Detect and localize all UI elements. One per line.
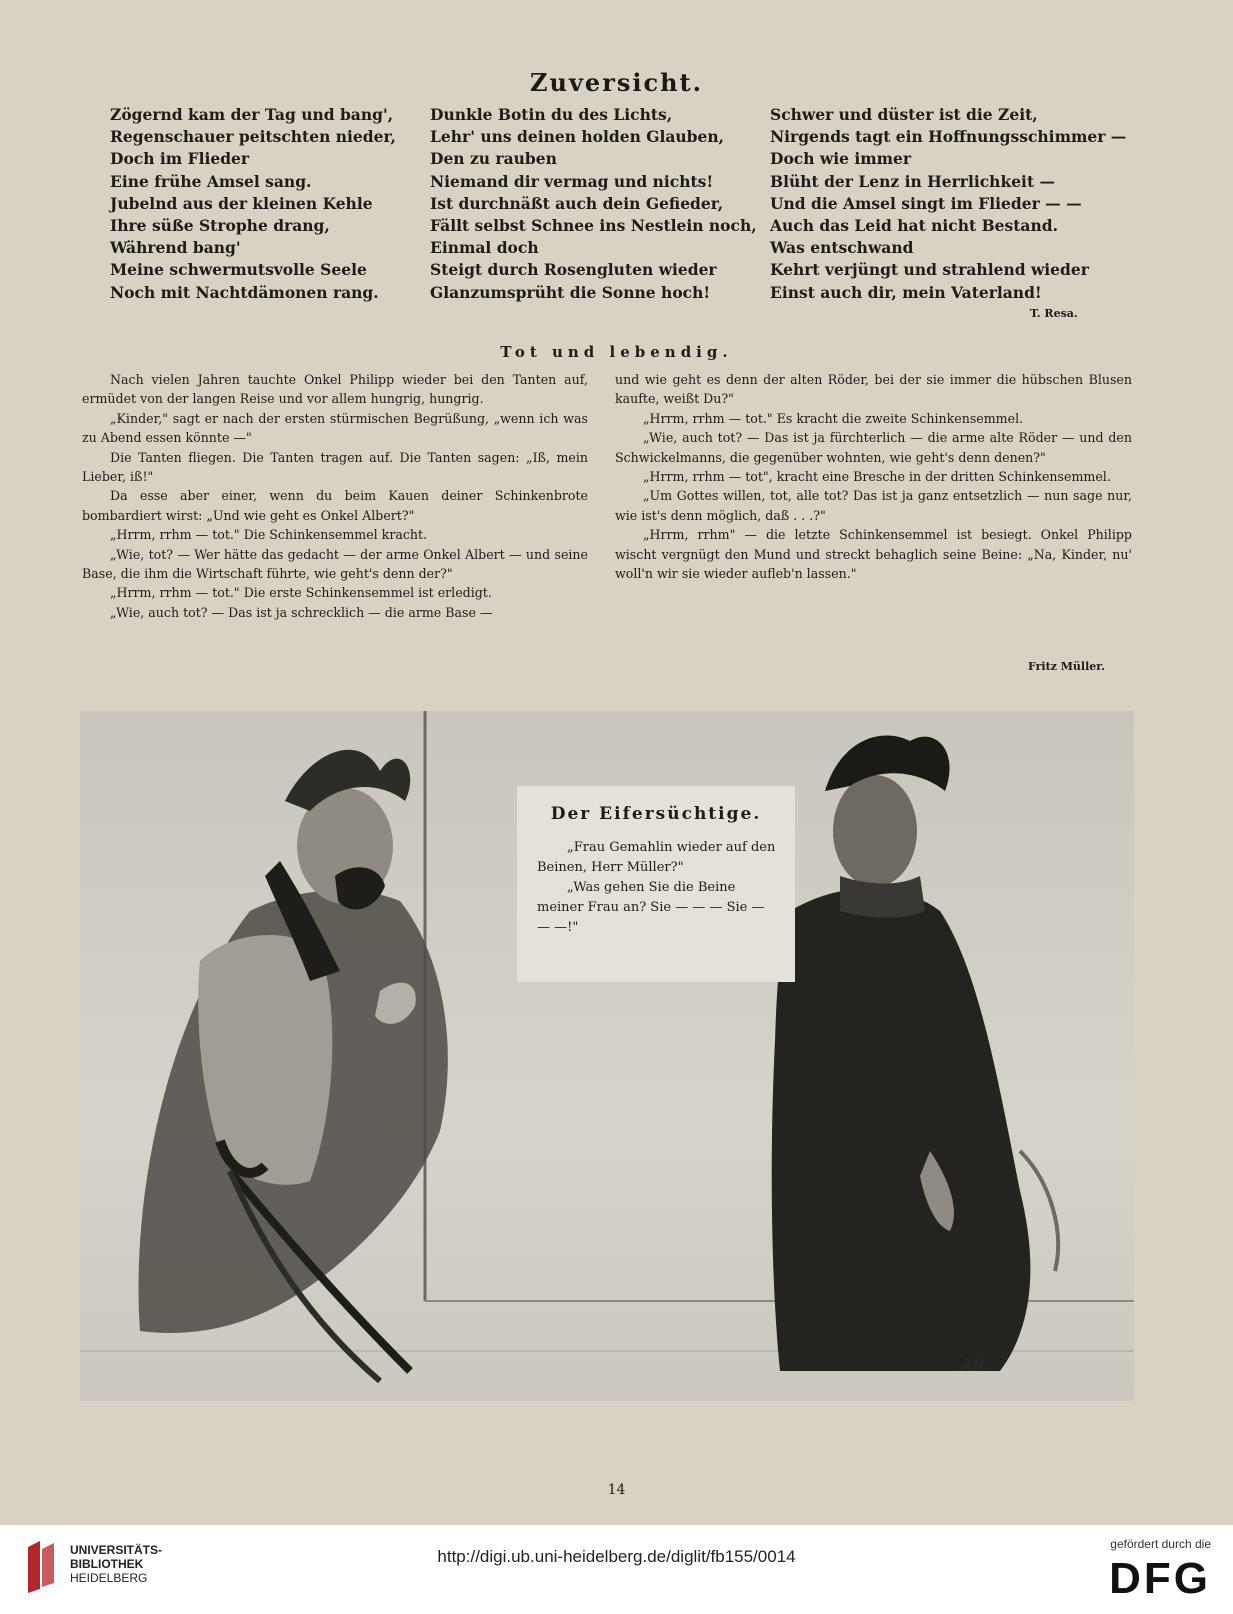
poem-line: Nirgends tagt ein Hoffnungsschimmer — (770, 127, 1127, 147)
poem-line: Einmal doch (430, 238, 539, 258)
artist-signature: Alt (960, 1355, 986, 1376)
poem-line: Was entschwand (770, 238, 914, 258)
story-paragraph: „Hrrm, rrhm" — die letzte Schinkensemmel ist besiegt. Onkel Philipp wischt vergnügt den Mund und streckt behaglich seine Beine: „Na, Kinder, nu' woll'n wir sie wieder aufleb'n lassen." (615, 527, 1132, 582)
poem-line: Auch das Leid hat nicht Bestand. (770, 216, 1058, 236)
story-paragraph: Die Tanten fliegen. Die Tanten tragen auf. Die Tanten sagen: „Iß, mein Lieber, iß!" (82, 449, 588, 485)
story-paragraph: und wie geht es denn der alten Röder, bei der sie immer die hübschen Blusen kaufte, weißt Du?" (615, 372, 1132, 407)
cartoon-title: Der Eifersüchtige. (550, 804, 762, 824)
poem-line: Blüht der Lenz in Herrlichkeit — (770, 171, 1055, 191)
poem-line: Ihre süße Strophe drang, (110, 216, 330, 236)
story-paragraph: „Wie, auch tot? — Das ist ja schrecklich — die arme Base — (110, 604, 493, 620)
poem-line: Niemand dir vermag und nichts! (430, 171, 714, 191)
story-paragraph: „Wie, auch tot? — Das ist ja fürchterlich — die arme alte Röder — und den Schwickelmanns, die gegenüber wohnten, wie geht's denn denen?" (615, 430, 1132, 465)
poem-line: Während bang' (110, 238, 241, 258)
poem-stanza-1 (110, 104, 396, 304)
story-paragraph: „Hrrm, rrhm — tot." Die erste Schinkensemmel ist erledigt. (110, 585, 492, 601)
poem-line: Den zu rauben (430, 149, 557, 169)
cartoon-dialogue (537, 838, 777, 938)
university-name-line: BIBLIOTHEK (70, 1557, 144, 1571)
poem-line: Noch mit Nachtdämonen rang. (110, 282, 379, 302)
story-paragraph: „Kinder," sagt er nach der ersten stürmischen Begrüßung, „wenn ich was zu Abend essen könnte —" (82, 410, 588, 446)
cartoon-dialogue-line: „Frau Gemahlin wieder auf den Beinen, Herr Müller?" (537, 840, 776, 875)
cartoon-illustration (80, 711, 1134, 1401)
funded-by-label: gefördert durch die (1110, 1537, 1211, 1551)
poem-line: Lehr' uns deinen holden Glauben, (430, 127, 725, 147)
story-paragraph: Nach vielen Jahren tauchte Onkel Philipp wieder bei den Tanten auf, ermüdet von der langen Reise und vor allem hungrig, hungrig. (82, 372, 588, 407)
university-name-line: UNIVERSITÄTS- (70, 1543, 163, 1557)
poem-line: Doch im Flieder (110, 149, 250, 169)
story-paragraph: „Hrrm, rrhm — tot." Es kracht die zweite Schinkensemmel. (643, 410, 1024, 426)
story-paragraph: „Wie, tot? — Wer hätte das gedacht — der arme Onkel Albert — und seine Base, die ihm die Wirtschaft führte, wie geht's denn der?" (82, 546, 588, 582)
story-column-left (82, 370, 588, 622)
story-paragraph: „Hrrm, rrhm — tot", kracht eine Bresche in der dritten Schinkensemmel. (643, 469, 1111, 485)
poem-line: Meine schwermutsvolle Seele (110, 260, 367, 280)
poem-line: Zögernd kam der Tag und bang', (110, 105, 394, 124)
poem-stanza-3 (770, 104, 1126, 304)
poem-line: Regenschauer peitschten nieder, (110, 127, 396, 147)
footer-bar (0, 1525, 1233, 1614)
cartoon-caption-box (517, 786, 795, 982)
story-paragraph: „Hrrm, rrhm — tot." Die Schinkensemmel kracht. (110, 527, 428, 543)
document-url-link[interactable]: http://digi.ub.uni-heidelberg.de/diglit/fb155/0014 (437, 1547, 796, 1566)
poem-line: Dunkle Botin du des Lichts, (430, 105, 673, 124)
jealous-man-figure (772, 735, 1058, 1371)
poem-line: Schwer und düster ist die Zeit, (770, 105, 1038, 124)
story-paragraph: Da esse aber einer, wenn du beim Kauen deiner Schinkenbrote bombardiert wirst: „Und wie geht es Onkel Albert?" (82, 488, 588, 523)
poem-title: Zuversicht. (530, 68, 703, 97)
page-number: 14 (607, 1482, 626, 1498)
poem-author: T. Resa. (1030, 307, 1078, 320)
story-column-right (615, 370, 1132, 583)
poem-line: Eine frühe Amsel sang. (110, 171, 312, 191)
poem-line: Glanzumsprüht die Sonne hoch! (430, 282, 711, 302)
poem-stanza-2 (430, 104, 757, 304)
shouting-man-figure (138, 750, 447, 1381)
poem-line: Jubelnd aus der kleinen Kehle (110, 193, 373, 213)
story-author: Fritz Müller. (1028, 660, 1105, 673)
cartoon-dialogue-line: „Was gehen Sie die Beine meiner Frau an? Sie — — — Sie — — —!" (537, 880, 765, 935)
university-name-line: HEIDELBERG (70, 1571, 148, 1585)
poem-line: Kehrt verjüngt und strahlend wieder (770, 260, 1089, 280)
poem-line: Fällt selbst Schnee ins Nestlein noch, (430, 216, 757, 236)
poem-line: Steigt durch Rosengluten wieder (430, 260, 717, 280)
poem-line: Einst auch dir, mein Vaterland! (770, 282, 1042, 302)
dfg-logo: DFG (1109, 1554, 1211, 1603)
poem-line: Und die Amsel singt im Flieder — — (770, 193, 1082, 213)
poem-line: Ist durchnäßt auch dein Gefieder, (430, 193, 724, 213)
story-title: Tot und lebendig. (500, 343, 733, 361)
story-paragraph: „Um Gottes willen, tot, alle tot? Das ist ja ganz entsetzlich — nun sage nur, wie ist's denn möglich, daß . . .?" (615, 488, 1132, 523)
poem-line: Doch wie immer (770, 149, 912, 169)
